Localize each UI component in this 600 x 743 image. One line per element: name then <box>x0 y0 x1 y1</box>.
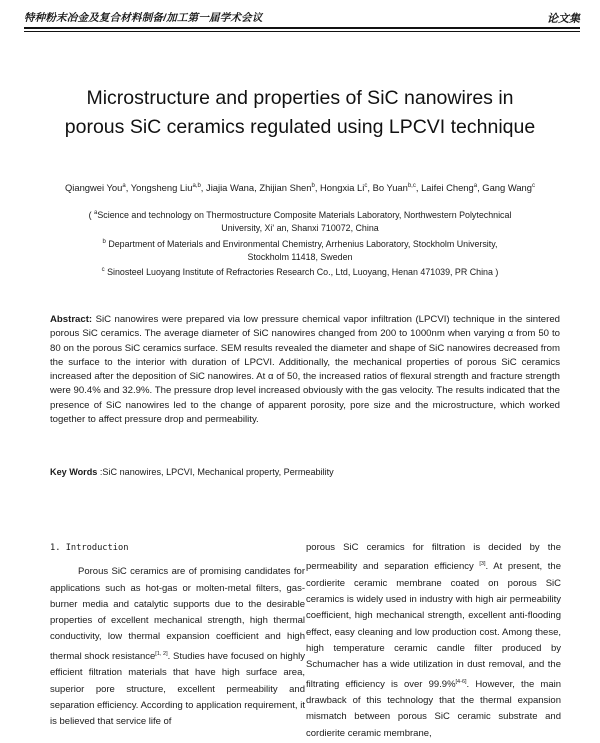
running-header <box>24 10 580 26</box>
abstract-text: SiC nanowires were prepared via low pressure chemical vapor infiltration (LPCVI) technique in the sintered porous SiC ceramics. The average diameter of SiC nanowires changed from 200 to 1000nm when varying α from 50 to 80 on the porous SiC ceramics surface. SEM results revealed the diameter and shape of SiC nanowires decreased from the surface to the interior with duration of LPCVI. Additionally, the mechanical properties of porous SiC ceramics increased after the deposition of SiC nanowires. At α of 50, the increased ratios of flexural strength and fracture strength were 90.4% and 32.9%. The pressure drop level increased obviously with the gas velocity. The results indicated that the presence of SiC nanowires led to the change of apparent porosity, pore size and the microstructure, which worked together to affect pressure drop and permeability. <box>50 314 560 426</box>
abstract-label: Abstract: <box>50 314 93 325</box>
column-right <box>306 540 561 742</box>
keywords-label: Key Words <box>50 467 98 477</box>
author-list: Qiangwei You$^a$, Yongsheng Liu$^{a,b}$, Jiajia Wana, Zhijian Shen$^b$, Hongxia Li$^c$, Bo Yuan$^{b,c}$, Laifei Cheng$^a$, Gang Wang$^c$ <box>65 182 535 194</box>
title-line-1: Microstructure and properties of SiC nanowires in <box>86 87 514 109</box>
section-heading: 1. Introduction <box>50 543 129 553</box>
author: Qiangwei You <box>65 182 123 194</box>
abstract <box>50 313 560 427</box>
header-rule-thin <box>24 31 580 32</box>
author: Bo Yuan <box>372 182 408 194</box>
citation: [4-6] <box>455 678 467 685</box>
header-rule-thick <box>24 27 580 29</box>
column-left <box>50 540 305 730</box>
author: Jiajia Wana <box>206 182 255 194</box>
author: Gang Wang <box>482 182 532 194</box>
affiliation-b: $^b$ Department of Materials and Environmental Chemistry, Arrhenius Laboratory, Stockholm University, Stockholm 11418, Sweden <box>102 238 498 263</box>
paper-title <box>40 84 560 142</box>
author: Laifei Cheng <box>421 182 474 194</box>
title-line-2: porous SiC ceramics regulated using LPCVI technique <box>64 116 536 138</box>
citation: [1, 2] <box>155 650 168 657</box>
intro-paragraph: Porous SiC ceramics are of promising candidates for applications such as hot-gas or molten-metal filters, gas-burner media and catalytic supports due to the desirable properties of excellent mechanical strength, high thermal conductivity, low thermal expansion coefficient and high thermal shock resistance[1, 2]. Studies have focused on highly efficient filtration materials that have high surface area, superior pore structure, excellent permeability and separation efficiency. According to application requirement, it is believed that service life of <box>50 566 305 728</box>
author: Zhijian Shen <box>259 182 312 194</box>
header-right: 论文集 <box>547 13 580 25</box>
keywords <box>50 467 560 477</box>
keywords-text: :SiC nanowires, LPCVI, Mechanical property, Permeability <box>97 467 334 477</box>
citation: [3] <box>479 561 486 568</box>
author: Yongsheng Liu <box>130 182 193 194</box>
affiliation-c: $^c$ Sinosteel Luoyang Institute of Refractories Research Co., Ltd, Luoyang, Henan 471039, PR China ) <box>101 266 499 277</box>
affiliation-a: ( $^a$Science and technology on Thermostructure Composite Materials Laboratory, Northwestern Polytechnical University, Xi' an, Shanxi 710072, China <box>88 209 512 234</box>
header-left: 特种粉末冶金及复合材料制备/加工第一届学术会议 <box>24 12 263 24</box>
author: Hongxia Li <box>320 182 365 194</box>
intro-paragraph-continued: porous SiC ceramics for filtration is decided by the permeability and separation efficiency [3]. At present, the cordierite ceramic membrane coated on porous SiC ceramics is widely used in industry with high air permeability coefficient, high mechanical strength, excellent anti-flooding effect, easy cleaning and low production cost. Among these, high temperature ceramic candle filter produced by Schumacher has a wide utilization in dust removal, and the filtrating efficiency is over 99.9%[4-6]. However, the main drawback of this technology that the thermal expansion mismatch between porous SiC ceramic substrate and cordierite ceramic membrane, <box>306 542 562 739</box>
